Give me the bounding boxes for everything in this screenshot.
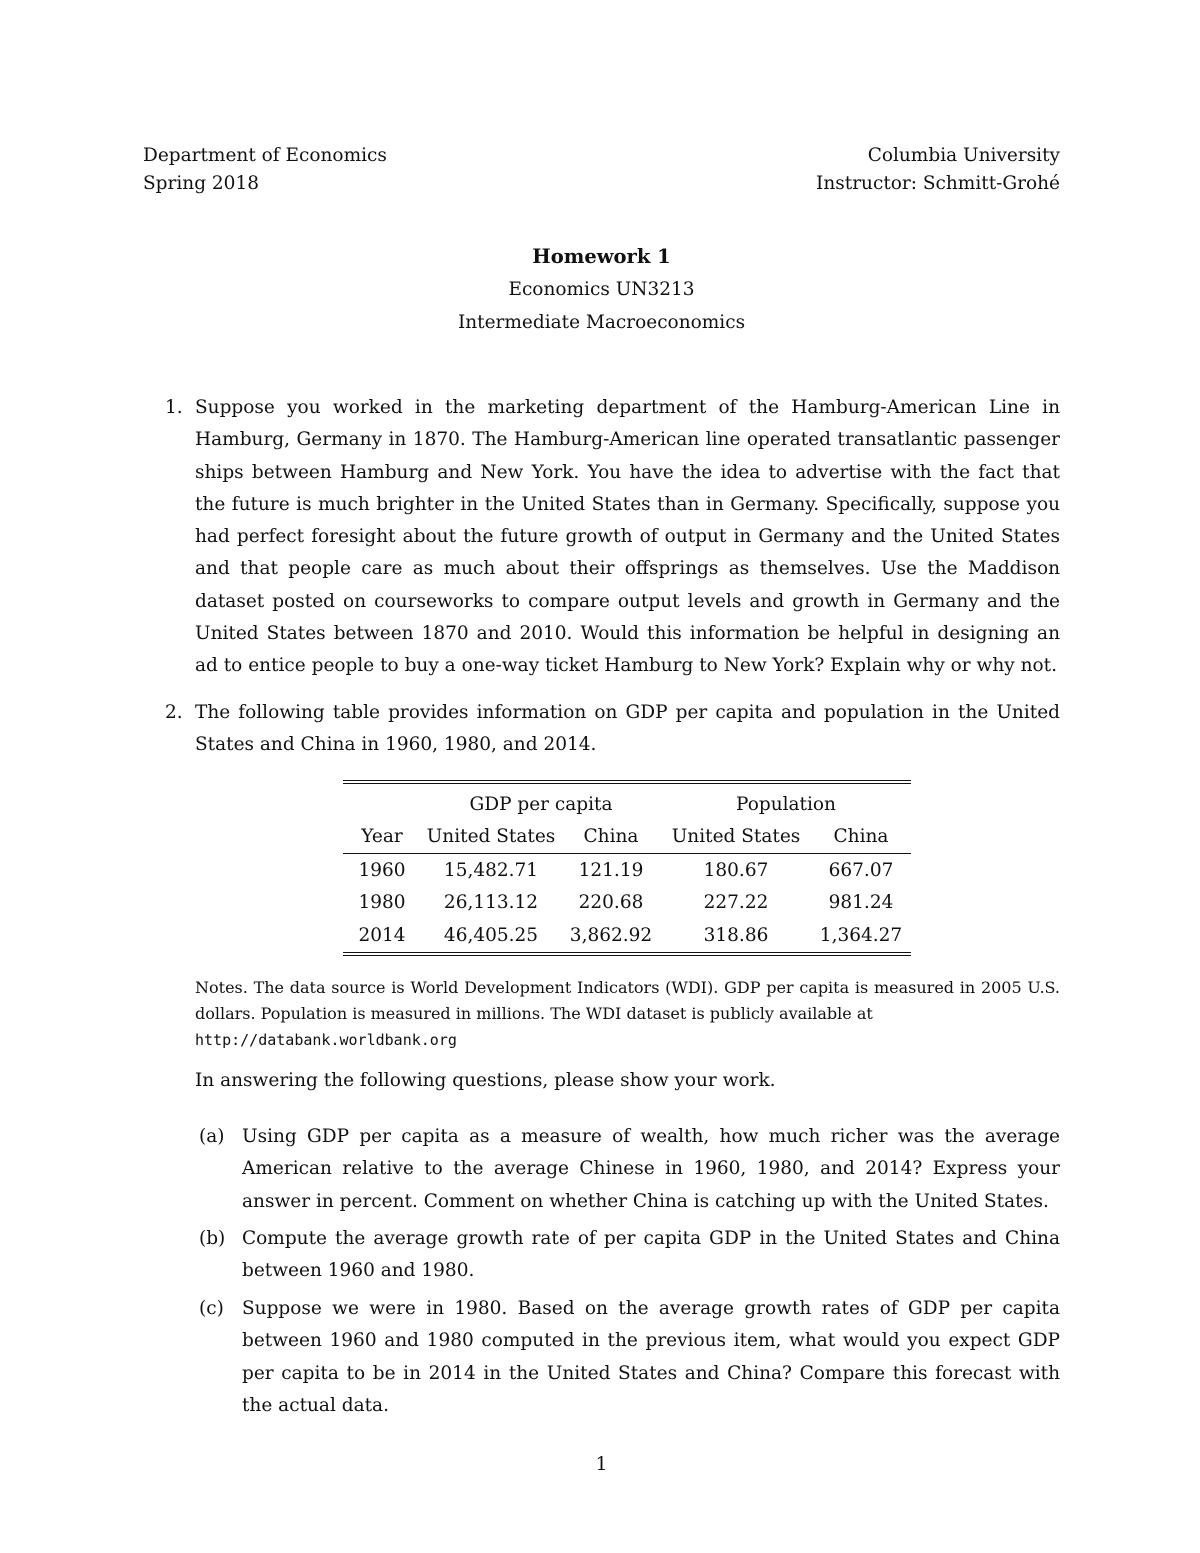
subquestion-a-text: Using GDP per capita as a measure of wealth, how much richer was the average American relative to the average Chinese in 1960, 1980, and 2014? Express your answer in percent. Comment on whether China is catching up with the United States. bbox=[242, 1126, 1060, 1212]
subquestion-c bbox=[195, 1293, 1060, 1422]
notes-url: http://databank.worldbank.org bbox=[195, 1031, 457, 1049]
question-1 bbox=[143, 392, 1060, 683]
homework-title: Homework 1 bbox=[532, 245, 671, 268]
question-2-text: The following table provides information on GDP per capita and population in the United States and China in 1960, 1980, and 2014. bbox=[195, 702, 1060, 756]
course-name: Intermediate Macroeconomics bbox=[457, 312, 746, 333]
table-cell: 1980 bbox=[358, 892, 406, 914]
subquestion-a bbox=[195, 1121, 1060, 1218]
table-row bbox=[343, 887, 911, 920]
group-gdp-header: GDP per capita bbox=[469, 793, 613, 815]
subquestion-c-text: Suppose we were in 1980. Based on the average growth rates of GDP per capita between 1960 and 1980 computed in the previous item, what would you expect GDP per capita to be in 2014 in the United States and China? Compare this forecast with the actual data. bbox=[242, 1298, 1060, 1416]
table-cell: 227.22 bbox=[703, 892, 769, 914]
department-text: Department of Economics bbox=[143, 145, 387, 166]
col-pop-china: China bbox=[811, 821, 911, 854]
table-cell: 1960 bbox=[358, 859, 406, 881]
table-cell: 121.19 bbox=[578, 859, 644, 881]
table-cell: 220.68 bbox=[578, 892, 644, 914]
subquestion-b bbox=[195, 1223, 1060, 1288]
col-year: Year bbox=[343, 821, 421, 854]
subquestion-b-text: Compute the average growth rate of per capita GDP in the United States and China between 1960 and 1980. bbox=[242, 1228, 1060, 1282]
page-number: 1 bbox=[595, 1454, 608, 1475]
term-text: Spring 2018 bbox=[143, 173, 259, 194]
question-2-number: 2. bbox=[165, 702, 183, 723]
question-1-number: 1. bbox=[165, 397, 183, 418]
header-line-1 bbox=[143, 142, 1060, 170]
header-line-2 bbox=[143, 170, 1060, 198]
table-cell: 15,482.71 bbox=[443, 859, 539, 881]
document-page bbox=[143, 0, 1060, 1553]
subquestion-a-label: (a) bbox=[199, 1126, 225, 1147]
gdp-population-table bbox=[343, 780, 911, 956]
instruction-text: In answering the following questions, please show your work. bbox=[195, 1070, 776, 1091]
col-gdp-us: United States bbox=[421, 821, 561, 854]
table-cell: 1,364.27 bbox=[819, 924, 903, 946]
subquestion-c-label: (c) bbox=[199, 1298, 224, 1319]
col-gdp-china: China bbox=[561, 821, 661, 854]
table-group-header bbox=[343, 782, 911, 821]
col-pop-us: United States bbox=[661, 821, 811, 854]
table-cell: 318.86 bbox=[703, 924, 769, 946]
table-row bbox=[343, 854, 911, 887]
table-cell: 981.24 bbox=[828, 892, 894, 914]
table-cell: 180.67 bbox=[703, 859, 769, 881]
table-notes bbox=[195, 975, 1060, 1053]
table-cell: 46,405.25 bbox=[443, 924, 539, 946]
table-row bbox=[343, 919, 911, 954]
table-cell: 2014 bbox=[358, 924, 406, 946]
course-code: Economics UN3213 bbox=[508, 279, 695, 300]
university-text: Columbia University bbox=[867, 145, 1060, 166]
notes-text: Notes. The data source is World Development Indicators (WDI). GDP per capita is measured in 2005 U.S. dollars. Population is measured in millions. The WDI dataset is publicly available at bbox=[195, 978, 1060, 1023]
table-cell: 3,862.92 bbox=[569, 924, 653, 946]
subquestion-b-label: (b) bbox=[199, 1228, 226, 1249]
instructor-text: Instructor: Schmitt-Grohé bbox=[816, 173, 1060, 194]
table-cell: 26,113.12 bbox=[443, 892, 539, 914]
question-2 bbox=[143, 697, 1060, 762]
table-cell: 667.07 bbox=[828, 859, 894, 881]
question-1-text: Suppose you worked in the marketing department of the Hamburg-American Line in Hamburg, Germany in 1870. The Hamburg-American line operated transatlantic passenger ships between Hamburg and New York. You have the idea to advertise with the fact that the future is much brighter in the United States than in Germany. Specifically, suppose you had perfect foresight about the future growth of output in Germany and the United States and that people care as much about their offsprings as themselves. Use the Maddison dataset posted on courseworks to compare output levels and growth in Germany and the United States between 1870 and 2010. Would this information be helpful in designing an ad to entice people to buy a one-way ticket Hamburg to New York? Explain why or why not. bbox=[195, 397, 1060, 677]
table-column-header bbox=[343, 821, 911, 854]
group-population-header: Population bbox=[736, 793, 836, 815]
